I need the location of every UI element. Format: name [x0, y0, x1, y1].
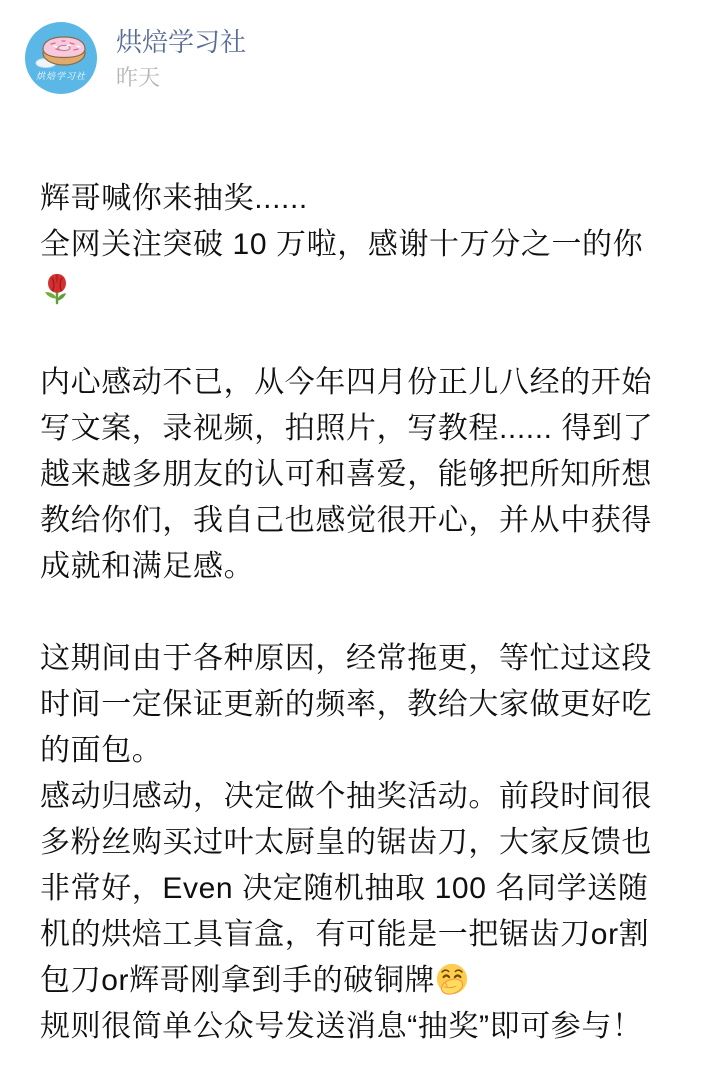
- paragraph-4: [40, 774, 677, 1050]
- paragraph-3: [40, 636, 677, 774]
- emoji-line: [40, 268, 677, 314]
- avatar-label: 烘焙学习社: [35, 71, 86, 81]
- avatar[interactable]: [25, 22, 97, 94]
- account-name[interactable]: 烘焙学习社: [116, 27, 247, 57]
- text-line: 时间一定保证更新的频率，教给大家做更好吃: [40, 688, 652, 721]
- header-info: [116, 22, 246, 90]
- text-line: 越来越多朋友的认可和喜爱，能够把所知所想: [40, 458, 652, 491]
- text-line: 成就和满足感。: [40, 550, 255, 583]
- text-line: 教给你们，我自己也感觉很开心，并从中获得: [40, 504, 652, 537]
- text-line: 包刀or辉哥刚拿到手的破铜牌: [40, 964, 436, 997]
- text-line: 的面包。: [40, 734, 163, 767]
- paragraph-1: [40, 176, 677, 314]
- text-line: 规则很简单公众号发送消息“抽奖”即可参与！: [40, 1010, 643, 1043]
- donut-icon: [25, 22, 97, 94]
- text-line: 辉哥喊你来抽奖......: [40, 182, 308, 215]
- text-line: 写文案，录视频，拍照片，写教程...... 得到了: [40, 412, 654, 445]
- rose-emoji: [40, 272, 74, 306]
- text-line: 内心感动不已，从今年四月份正儿八经的开始: [40, 366, 652, 399]
- text-line: 全网关注突破 10 万啦，感谢十万分之一的你: [40, 228, 644, 261]
- timestamp: 昨天: [116, 65, 161, 90]
- face-with-hand-over-mouth-emoji: [435, 962, 469, 996]
- text-line: 感动归感动，决定做个抽奖活动。前段时间很: [40, 780, 652, 813]
- text-line: 机的烘焙工具盲盒，有可能是一把锯齿刀or割: [40, 918, 650, 951]
- paragraph-2: [40, 360, 677, 590]
- text-line-with-emoji: [40, 958, 677, 1004]
- text-line: 这期间由于各种原因，经常拖更，等忙过这段: [40, 642, 652, 675]
- text-line: 非常好，Even 决定随机抽取 100 名同学送随: [40, 872, 649, 905]
- post-body: [0, 176, 717, 1050]
- text-line: 多粉丝购买过叶太厨皇的锯齿刀，大家反馈也: [40, 826, 652, 859]
- post-header: [0, 0, 717, 94]
